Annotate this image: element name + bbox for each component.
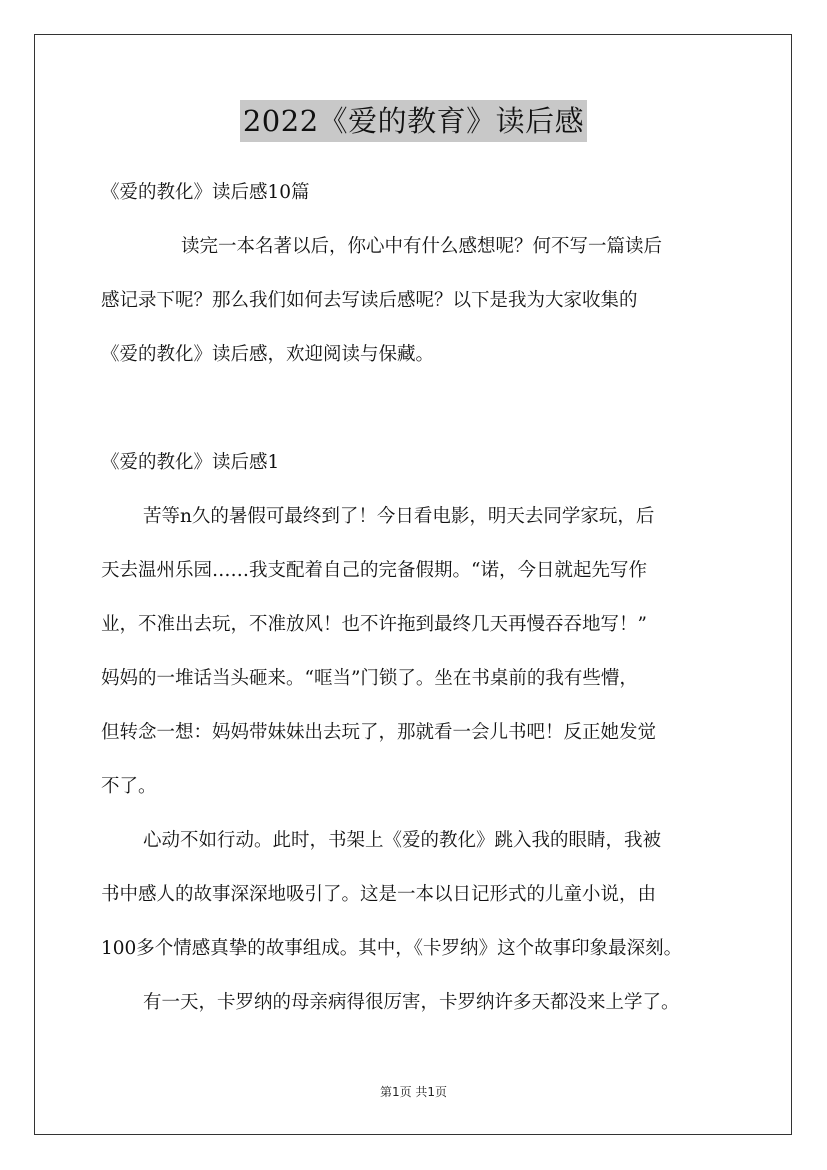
page-footer: 第1页 共1页 xyxy=(379,1085,448,1099)
paragraph-line: 《爱的教化》读后感，欢迎阅读与保藏。 xyxy=(101,344,435,365)
paragraph-line: 不了。 xyxy=(101,776,157,797)
blank-line xyxy=(101,389,729,443)
paragraph-line: 感记录下呢？那么我们如何去写读后感呢？以下是我为大家收集的 xyxy=(101,290,638,311)
paragraph-line: 但转念一想：妈妈带妹妹出去玩了，那就看一会儿书吧！反正她发觉 xyxy=(101,722,657,743)
paragraph-line: 有一天，卡罗纳的母亲病得很厉害，卡罗纳许多天都没来上学了。 xyxy=(143,992,680,1013)
paragraph-line: 苦等n久的暑假可最终到了！今日看电影，明天去同学家玩，后 xyxy=(143,506,655,527)
paragraph-line: 读完一本名著以后，你心中有什么感想呢？何不写一篇读后 xyxy=(181,236,663,257)
subtitle: 《爱的教化》读后感10篇 xyxy=(101,182,310,203)
document-body xyxy=(101,173,729,1037)
paragraph-line: 心动不如行动。此时，书架上《爱的教化》跳入我的眼睛，我被 xyxy=(143,830,662,851)
section-heading: 《爱的教化》读后感1 xyxy=(101,452,280,473)
paragraph-line: 天去温州乐园……我支配着自己的完备假期。“诺，今日就起先写作 xyxy=(101,560,647,581)
paragraph-line: 100多个情感真挚的故事组成。其中，《卡罗纳》这个故事印象最深刻。 xyxy=(101,938,683,959)
paragraph-line: 业，不准出去玩，不准放风！也不许拖到最终几天再慢吞吞地写！” xyxy=(101,614,647,635)
title-container xyxy=(0,100,827,142)
document-title: 2022《爱的教育》读后感 xyxy=(240,100,587,142)
paragraph-line: 书中感人的故事深深地吸引了。这是一本以日记形式的儿童小说，由 xyxy=(101,884,657,905)
paragraph-line: 妈妈的一堆话当头砸来。“哐当”门锁了。坐在书桌前的我有些懵， xyxy=(101,668,638,689)
